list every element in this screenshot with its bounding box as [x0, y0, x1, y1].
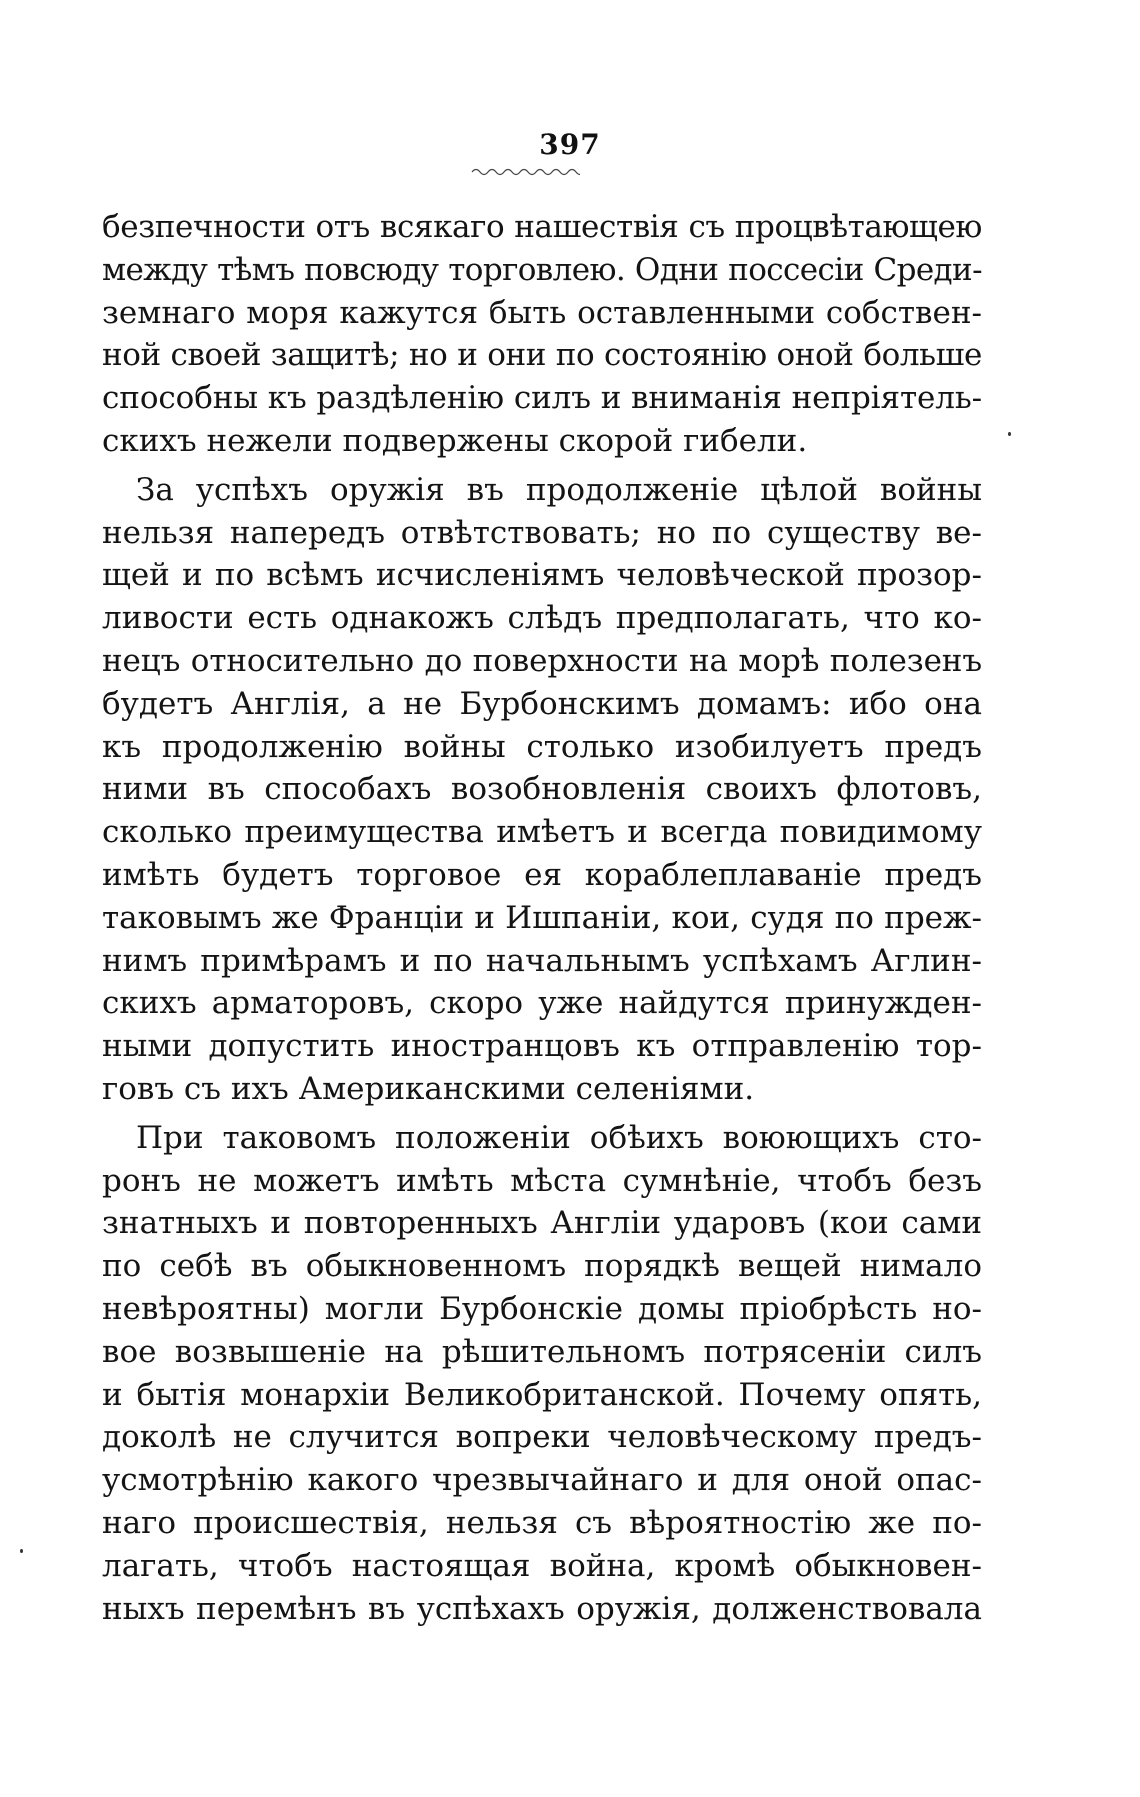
text-line: усмотрѣнію какого чрезвычайнаго и для оной опас- [102, 1462, 982, 1499]
text-line: ними въ способахъ возобновленія своихъ флотовъ, [102, 771, 982, 808]
text-line: ронъ не можетъ имѣть мѣста сумнѣніе, чтобъ безъ [102, 1162, 982, 1199]
text-line: щей и по всѣмъ исчисленіямъ человѣческой прозор- [102, 557, 982, 594]
text-line: и бытія монархіи Великобританской. Почему опять, [102, 1376, 982, 1413]
text-line: лагать, чтобъ настоящая война, кромѣ обыкновен- [102, 1547, 982, 1584]
text-line: говъ съ ихъ Американскими селеніями. [102, 1070, 755, 1107]
text-line: къ продолженію войны столько изобилуетъ предъ [102, 728, 982, 765]
text-line: ныхъ перемѣнъ въ успѣхахъ оружія, долженствовала [102, 1590, 982, 1627]
text-line: таковымъ же Франціи и Ишпаніи, кои, судя по преж- [102, 899, 982, 936]
text-line: знатныхъ и повторенныхъ Англіи ударовъ (кои сами [102, 1205, 982, 1242]
page-number: 397 [539, 128, 601, 161]
text-line: способны къ раздѣленію силъ и вниманія непріятель- [102, 380, 982, 417]
scan-speck [1008, 432, 1011, 436]
text-line: ной своей защитѣ; но и они по состоянію оной больше [102, 337, 982, 374]
text-line: сколько преимущества имѣетъ и всегда повидимому [102, 814, 982, 851]
text-line: нецъ относительно до поверхности на морѣ полезенъ [102, 642, 982, 679]
text-line: имѣть будетъ торговое ея кораблеплаваніе предъ [102, 856, 982, 893]
text-line: При таковомъ положеніи обѣихъ воюющихъ сто- [136, 1119, 982, 1156]
text-line: безпечности отъ всякаго нашествія съ процвѣтающею [102, 209, 982, 245]
text-line: вое возвышеніе на рѣшительномъ потрясеніи силъ [102, 1333, 982, 1370]
text-line: невѣроятны) могли Бурбонскіе домы пріобрѣсть но- [102, 1290, 982, 1327]
body-text [102, 206, 982, 1630]
text-line: нельзя напередъ отвѣтствовать; но по существу ве- [102, 514, 982, 551]
text-line: ными допустить иностранцовъ къ отправленію тор- [102, 1028, 982, 1065]
text-line: по себѣ въ обыкновенномъ порядкѣ вещей нимало [102, 1248, 982, 1285]
text-line: скихъ нежели подвержены скорой гибели. [102, 422, 808, 459]
text-line: нимъ примѣрамъ и по начальнымъ успѣхамъ Аглин- [102, 942, 982, 979]
text-line: между тѣмъ повсюду торговлею. Одни поссесіи Среди- [102, 251, 982, 288]
text-line: будетъ Англія, а не Бурбонскимъ домамъ: ибо она [102, 685, 982, 722]
text-line: земнаго моря кажутся быть оставленными собствен- [102, 294, 982, 331]
text-line: наго происшествія, нельзя съ вѣроятностію же по- [102, 1504, 982, 1541]
wavy-rule-ornament [470, 166, 580, 178]
text-line: За успѣхъ оружія въ продолженіе цѣлой войны [136, 471, 982, 508]
text-line: скихъ арматоровъ, скоро уже найдутся принужден- [102, 985, 982, 1022]
text-line: ливости есть однакожъ слѣдъ предполагать, что ко- [102, 600, 982, 637]
text-line: доколѣ не случится вопреки человѣческому предъ- [102, 1419, 982, 1456]
scan-speck [20, 1549, 23, 1553]
